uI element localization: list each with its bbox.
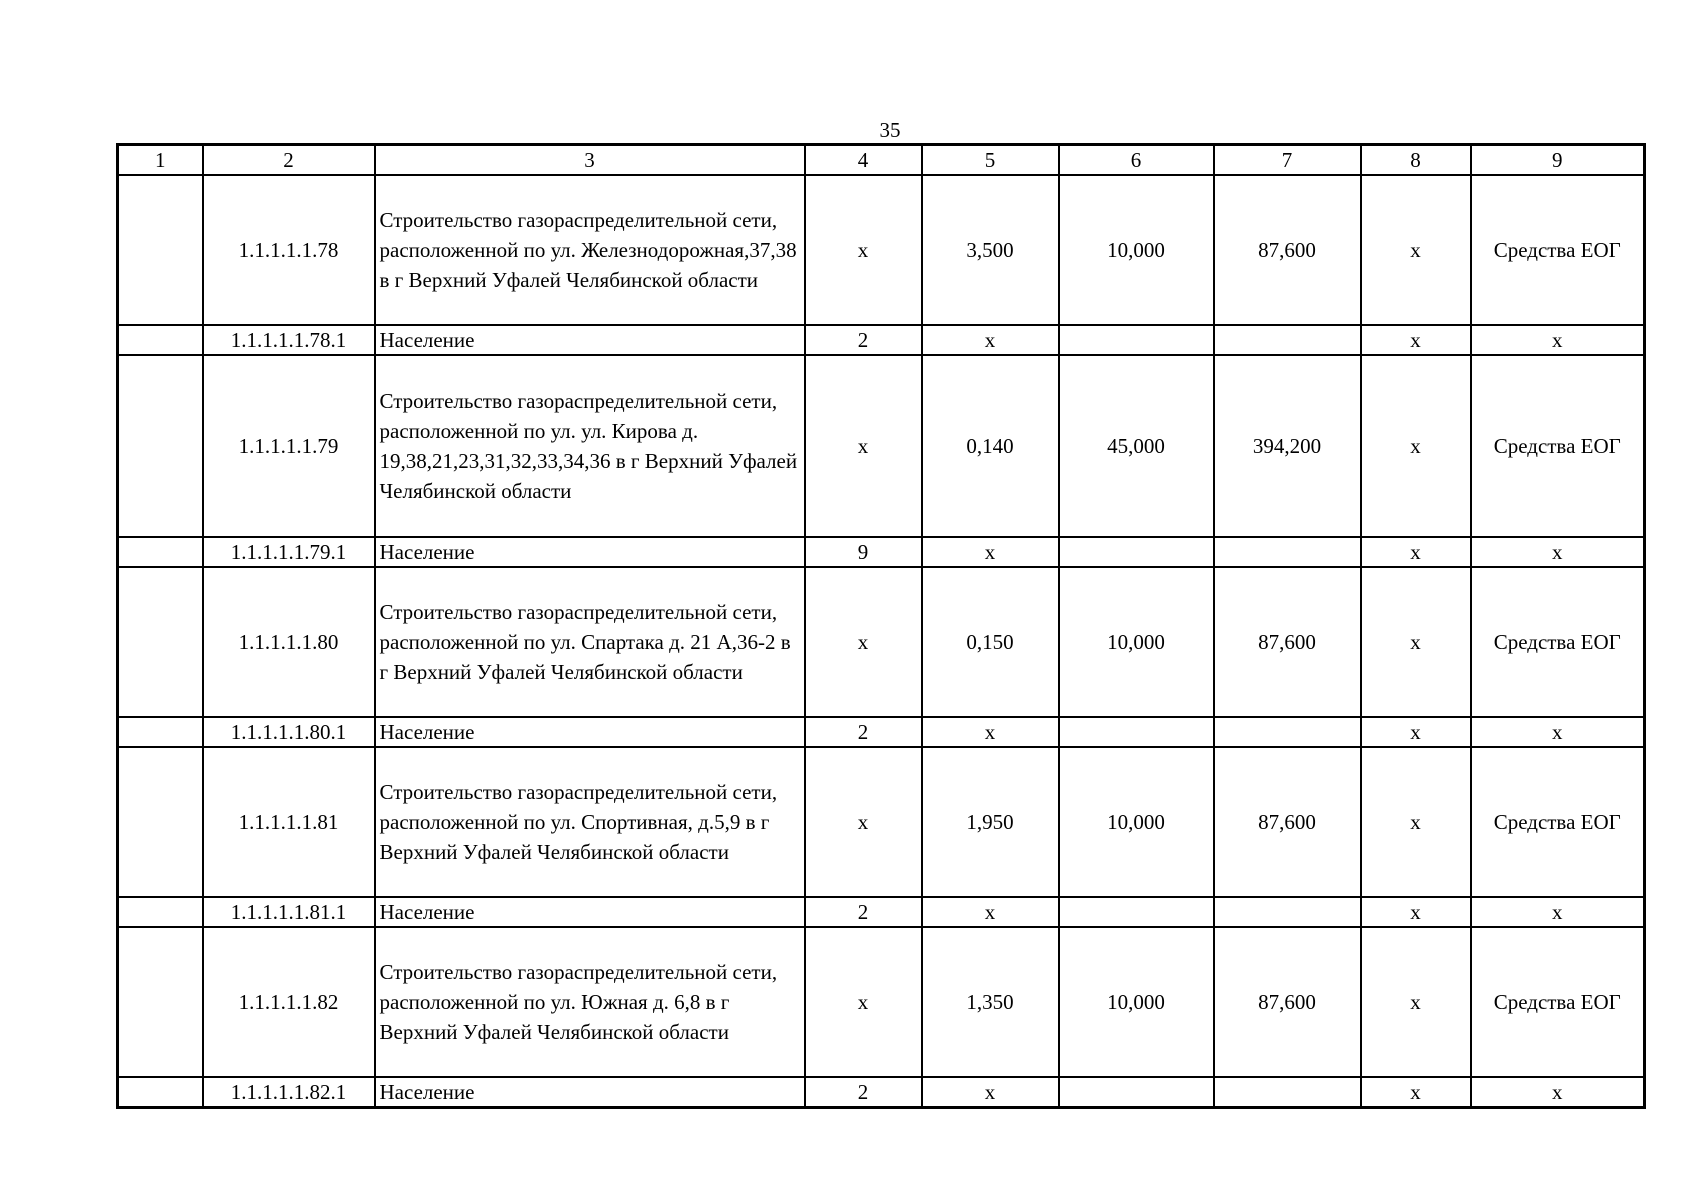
col7-cell [1214, 717, 1361, 747]
code-cell: 1.1.1.1.1.80 [203, 567, 375, 717]
funding-source-cell: Средства ЕОГ [1471, 355, 1645, 537]
code-cell: 1.1.1.1.1.82 [203, 927, 375, 1077]
table-subrow [118, 537, 1645, 567]
col4-cell: 2 [805, 897, 922, 927]
col7-cell [1214, 537, 1361, 567]
description-cell: Население [375, 325, 805, 355]
table-subrow [118, 325, 1645, 355]
col5-cell: х [922, 325, 1059, 355]
description-cell: Население [375, 897, 805, 927]
col5-cell: 1,950 [922, 747, 1059, 897]
col8-cell: х [1361, 747, 1471, 897]
table-subrow [118, 1077, 1645, 1108]
col5-cell: х [922, 717, 1059, 747]
funding-source-cell: Средства ЕОГ [1471, 927, 1645, 1077]
table-body [118, 145, 1645, 1108]
col4-cell: 2 [805, 325, 922, 355]
row-number-cell [118, 717, 203, 747]
col7-cell: 87,600 [1214, 747, 1361, 897]
description-cell: Строительство газораспределительной сети, расположенной по ул. Железнодорожная,37,38 в г Верхний Уфалей Челябинской области [375, 175, 805, 325]
col5-cell: х [922, 897, 1059, 927]
code-cell: 1.1.1.1.1.82.1 [203, 1077, 375, 1108]
col7-cell: 87,600 [1214, 567, 1361, 717]
description-cell: Население [375, 717, 805, 747]
description-cell: Строительство газораспределительной сети, расположенной по ул. ул. Кирова д. 19,38,21,23,31,32,33,34,36 в г Верхний Уфалей Челябинской области [375, 355, 805, 537]
col5-cell: 0,140 [922, 355, 1059, 537]
col6-cell [1059, 897, 1214, 927]
col8-cell: х [1361, 717, 1471, 747]
col6-cell [1059, 325, 1214, 355]
col6-cell: 10,000 [1059, 927, 1214, 1077]
row-number-cell [118, 355, 203, 537]
table-subrow [118, 717, 1645, 747]
column-header: 3 [375, 145, 805, 176]
funding-source-cell: х [1471, 1077, 1645, 1108]
column-header: 1 [118, 145, 203, 176]
col8-cell: х [1361, 537, 1471, 567]
row-number-cell [118, 747, 203, 897]
col8-cell: х [1361, 1077, 1471, 1108]
funding-source-cell: х [1471, 717, 1645, 747]
description-cell: Строительство газораспределительной сети, расположенной по ул. Южная д. 6,8 в г Верхний Уфалей Челябинской области [375, 927, 805, 1077]
row-number-cell [118, 325, 203, 355]
funding-source-cell: х [1471, 897, 1645, 927]
col8-cell: х [1361, 355, 1471, 537]
col4-cell: х [805, 927, 922, 1077]
row-number-cell [118, 175, 203, 325]
col4-cell: 2 [805, 717, 922, 747]
description-cell: Строительство газораспределительной сети, расположенной по ул. Спартака д. 21 А,36-2 в г Верхний Уфалей Челябинской области [375, 567, 805, 717]
col7-cell: 394,200 [1214, 355, 1361, 537]
col6-cell: 10,000 [1059, 567, 1214, 717]
table-row [118, 747, 1645, 897]
col6-cell: 10,000 [1059, 175, 1214, 325]
col6-cell [1059, 717, 1214, 747]
col8-cell: х [1361, 927, 1471, 1077]
page-number: 35 [879, 118, 901, 142]
row-number-cell [118, 567, 203, 717]
column-header: 4 [805, 145, 922, 176]
row-number-cell [118, 537, 203, 567]
col4-cell: 9 [805, 537, 922, 567]
col5-cell: 3,500 [922, 175, 1059, 325]
funding-source-cell: х [1471, 325, 1645, 355]
col7-cell [1214, 1077, 1361, 1108]
row-number-cell [118, 927, 203, 1077]
col5-cell: 0,150 [922, 567, 1059, 717]
code-cell: 1.1.1.1.1.79.1 [203, 537, 375, 567]
table-row [118, 175, 1645, 325]
data-table [116, 143, 1646, 1109]
col6-cell [1059, 1077, 1214, 1108]
funding-source-cell: Средства ЕОГ [1471, 567, 1645, 717]
col8-cell: х [1361, 567, 1471, 717]
code-cell: 1.1.1.1.1.81.1 [203, 897, 375, 927]
column-header: 8 [1361, 145, 1471, 176]
col4-cell: х [805, 355, 922, 537]
column-header: 2 [203, 145, 375, 176]
col4-cell: х [805, 175, 922, 325]
col5-cell: х [922, 1077, 1059, 1108]
col6-cell: 10,000 [1059, 747, 1214, 897]
table-subrow [118, 897, 1645, 927]
col8-cell: х [1361, 897, 1471, 927]
col4-cell: х [805, 567, 922, 717]
description-cell: Строительство газораспределительной сети, расположенной по ул. Спортивная, д.5,9 в г Верхний Уфалей Челябинской области [375, 747, 805, 897]
column-header: 5 [922, 145, 1059, 176]
col6-cell [1059, 537, 1214, 567]
col7-cell [1214, 325, 1361, 355]
code-cell: 1.1.1.1.1.78.1 [203, 325, 375, 355]
funding-source-cell: Средства ЕОГ [1471, 747, 1645, 897]
code-cell: 1.1.1.1.1.78 [203, 175, 375, 325]
col8-cell: х [1361, 175, 1471, 325]
header-row [118, 145, 1645, 176]
row-number-cell [118, 897, 203, 927]
col5-cell: 1,350 [922, 927, 1059, 1077]
col6-cell: 45,000 [1059, 355, 1214, 537]
col7-cell: 87,600 [1214, 175, 1361, 325]
table-row [118, 927, 1645, 1077]
col7-cell [1214, 897, 1361, 927]
description-cell: Население [375, 537, 805, 567]
funding-source-cell: х [1471, 537, 1645, 567]
column-header: 9 [1471, 145, 1645, 176]
code-cell: 1.1.1.1.1.81 [203, 747, 375, 897]
table-row [118, 355, 1645, 537]
col5-cell: х [922, 537, 1059, 567]
col4-cell: х [805, 747, 922, 897]
column-header: 7 [1214, 145, 1361, 176]
description-cell: Население [375, 1077, 805, 1108]
code-cell: 1.1.1.1.1.80.1 [203, 717, 375, 747]
funding-source-cell: Средства ЕОГ [1471, 175, 1645, 325]
table-row [118, 567, 1645, 717]
col8-cell: х [1361, 325, 1471, 355]
row-number-cell [118, 1077, 203, 1108]
code-cell: 1.1.1.1.1.79 [203, 355, 375, 537]
col4-cell: 2 [805, 1077, 922, 1108]
column-header: 6 [1059, 145, 1214, 176]
col7-cell: 87,600 [1214, 927, 1361, 1077]
